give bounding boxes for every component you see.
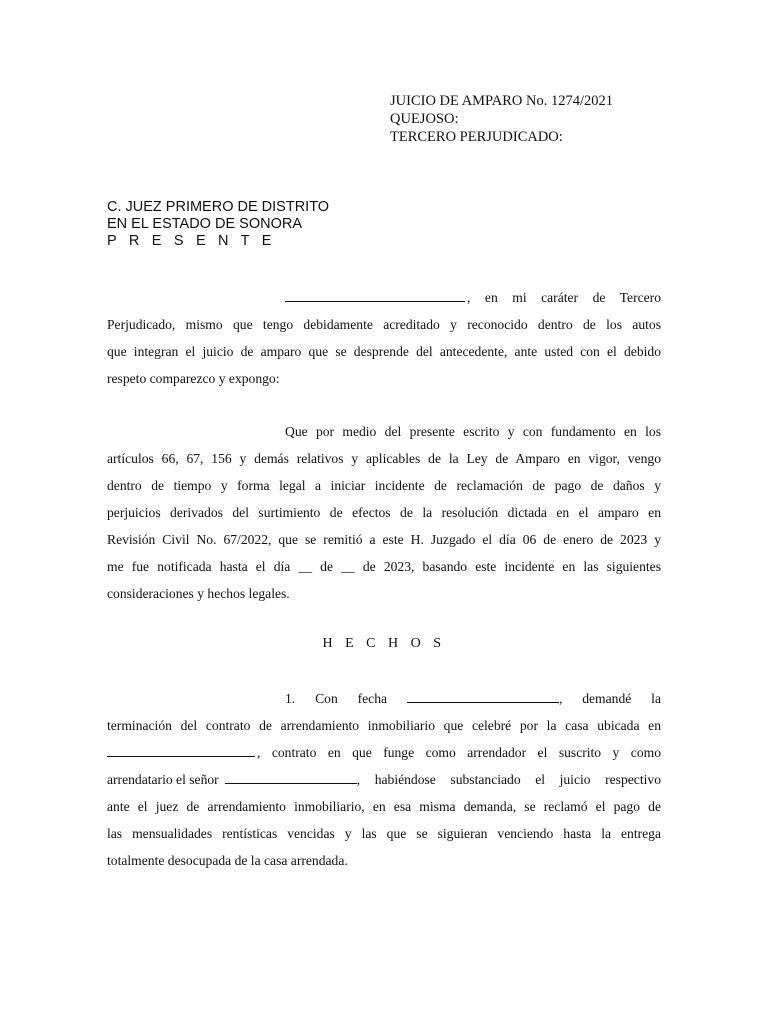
fact-1-line-1 [107,685,661,712]
petition-paragraph [107,418,661,607]
fact-1-line-3-text: , contrato en que funge como arrendador el suscrito y como [257,745,661,760]
fact-1-comma: , [558,691,563,706]
petition-line-3: dentro de tiempo y forma legal a iniciar incidente de reclamación de pago de daños y [107,478,661,493]
hechos-heading: H E C H O S [322,636,446,651]
addressee-presente: P R E S E N T E [107,233,276,249]
fact-1-line-2: terminación del contrato de arrendamiento inmobiliario que celebré por la casa ubicada en [107,718,661,733]
petition-line-7: consideraciones y hechos legales. [107,586,290,601]
intro-line-3: que integran el juicio de amparo que se desprende del antecedente, ante usted con el debido [107,344,661,359]
address-blank [107,742,255,757]
tenant-blank [225,769,357,784]
petition-line-1: Que por medio del presente escrito y con fundamento en los [285,424,661,439]
addressee-state: EN EL ESTADO DE SONORA [107,216,302,232]
quejoso-label: QUEJOSO: [390,111,459,127]
intro-paragraph [107,284,661,392]
fact-1-number: 1. [285,691,296,706]
case-header [390,92,613,146]
fact-1-line-6: las mensualidades rentísticas vencidas y las que se siguieran venciendo hasta la entrega [107,826,661,841]
case-number: JUICIO DE AMPARO No. 1274/2021 [390,93,614,109]
fact-1-paragraph [107,685,661,874]
date-blank [407,688,559,703]
fact-1-la: la [651,691,661,706]
fact-1-line-4-start: arrendatario el señor [107,772,219,787]
fact-1-fecha: fecha [357,691,388,706]
intro-line-1 [107,284,661,311]
tercero-perjudicado-label: TERCERO PERJUDICADO: [390,129,563,145]
petition-line-4: perjuicios derivados del surtimiento de efectos de la resolución dictada en el amparo en [107,505,661,520]
addressee-block [107,199,329,250]
petition-line-2: artículos 66, 67, 156 y demás relativos y aplicables de la Ley de Amparo en vigor, vengo [107,451,661,466]
fact-1-line-3 [107,739,661,766]
fact-1-line-4 [107,766,661,793]
fact-1-line-4-end: , habiéndose substanciado el juicio respectivo [356,772,661,787]
fact-1-con: Con [315,691,338,706]
fact-1-demande: demandé [582,691,632,706]
intro-line-4: respeto comparezco y expongo: [107,371,280,386]
intro-line-2: Perjudicado, mismo que tengo debidamente acreditado y reconocido dentro de los autos [107,317,661,332]
fact-1-line-7: totalmente desocupada de la casa arrendada. [107,853,348,868]
intro-line-1-text: , en mi caráter de Tercero [467,290,661,305]
name-blank [285,287,465,302]
fact-1-line-5: ante el juez de arrendamiento inmobiliario, en esa misma demanda, se reclamó el pago de [107,799,661,814]
petition-line-5: Revisión Civil No. 67/2022, que se remitió a este H. Juzgado el día 06 de enero de 2023 y [107,532,661,547]
addressee-judge: C. JUEZ PRIMERO DE DISTRITO [107,199,330,215]
petition-line-6: me fue notificada hasta el día __ de __ de 2023, basando este incidente en las siguientes [107,559,661,574]
